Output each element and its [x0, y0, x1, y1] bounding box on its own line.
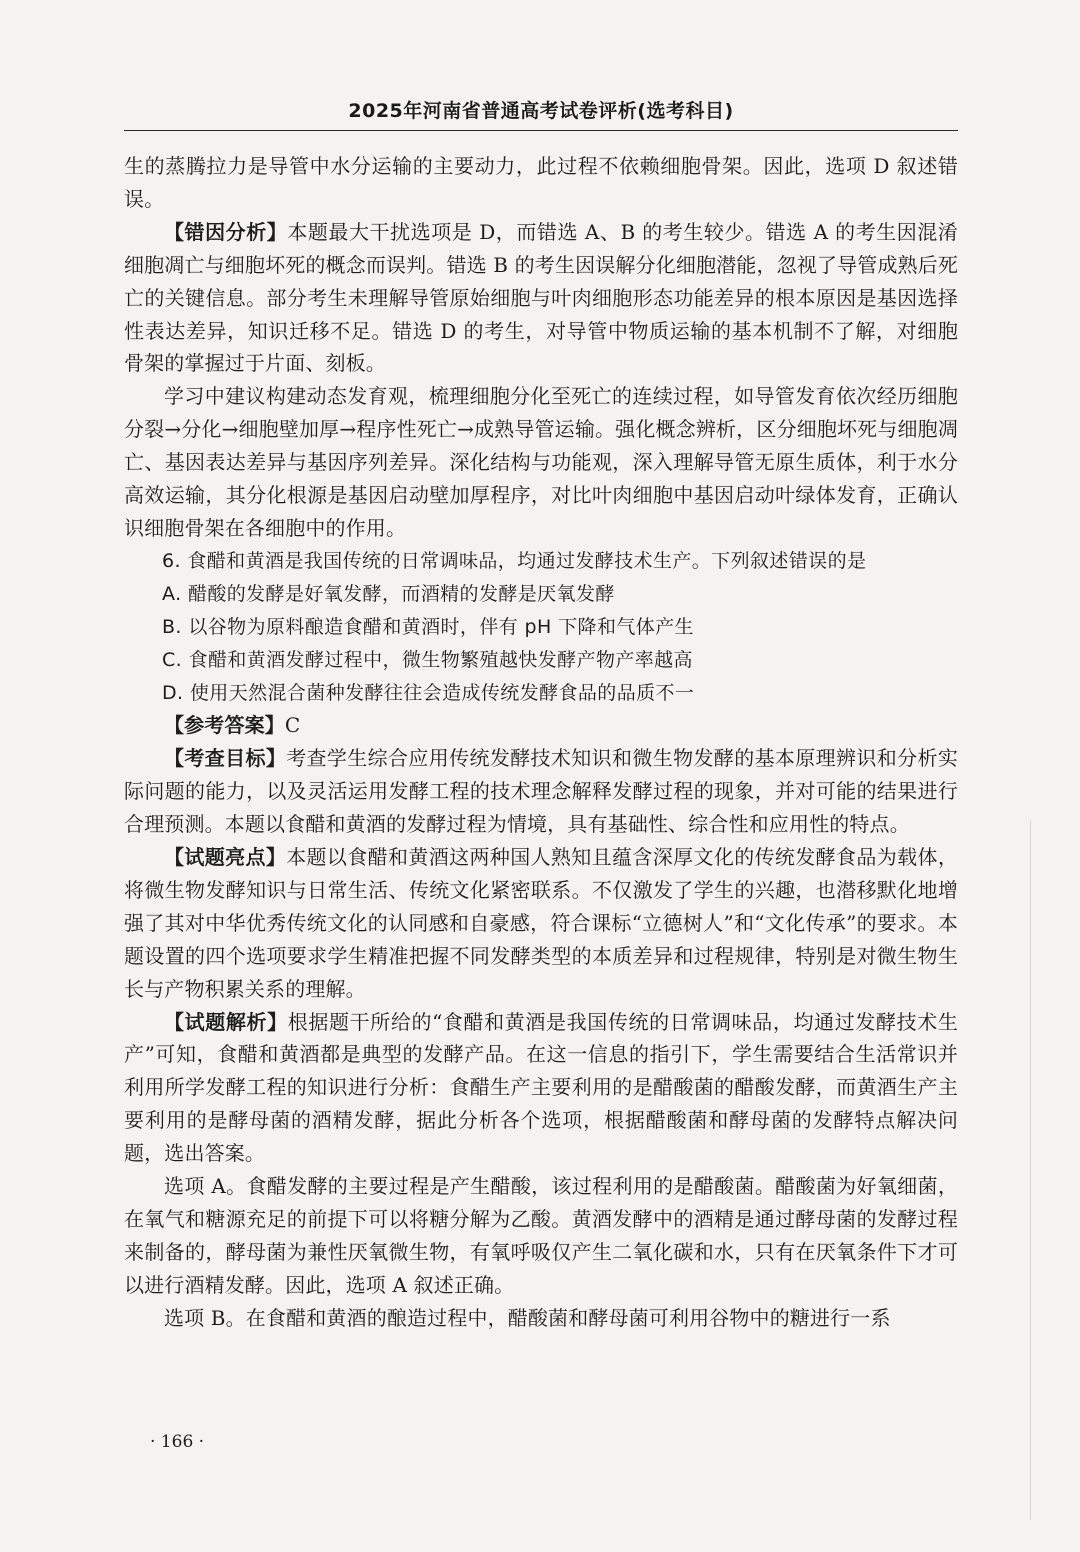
paragraph [124, 1170, 958, 1302]
section-tag: 【错因分析】 [164, 219, 288, 244]
running-header: 2025年河南省普通高考试卷评析(选考科目) [348, 100, 734, 122]
paragraph-text: 选项 A。食醋发酵的主要过程是产生醋酸，该过程利用的是醋酸菌。醋酸菌为好氧细菌，在氧气和糖源充足的前提下可以将糖分解为乙酸。黄酒发酵中的酒精是通过酵母菌的发酵过程来制备的，酵母菌为兼性厌氧微生物，有氧呼吸仅产生二氧化碳和水，只有在厌氧条件下才可以进行酒精发酵。因此，选项 A 叙述正确。 [124, 1174, 958, 1297]
paragraph-text: C [284, 713, 301, 738]
paragraph [124, 1302, 958, 1335]
paragraph [124, 742, 958, 841]
paragraph [124, 841, 958, 1006]
paragraph-text: 生的蒸腾拉力是导管中水分运输的主要动力，此过程不依赖细胞骨架。因此，选项 D 叙述错误。 [124, 154, 958, 211]
header-rule [124, 130, 958, 131]
page-number: · 166 · [150, 1432, 205, 1452]
paragraph [124, 380, 958, 545]
paragraph [124, 1006, 958, 1171]
paragraph-text: D. 使用天然混合菌种发酵往往会造成传统发酵食品的品质不一 [162, 681, 695, 704]
question-line [124, 677, 958, 710]
question-line [124, 545, 958, 578]
paragraph-text: 6. 食醋和黄酒是我国传统的日常调味品，均通过发酵技术生产。下列叙述错误的是 [162, 549, 867, 572]
paragraph-text: 考查学生综合应用传统发酵技术知识和微生物发酵的基本原理辨识和分析实际问题的能力，以及灵活运用发酵工程的技术理念解释发酵过程的现象，并对可能的结果进行合理预测。本题以食醋和黄酒的发酵过程为情境，具有基础性、综合性和应用性的特点。 [124, 746, 958, 837]
paragraph-text: 学习中建议构建动态发育观，梳理细胞分化至死亡的连续过程，如导管发育依次经历细胞分裂→分化→细胞壁加厚→程序性死亡→成熟导管运输。强化概念辨析，区分细胞坏死与细胞凋亡、基因表达差异与基因序列差异。深化结构与功能观，深入理解导管无原生质体，利于水分高效运输，其分化根源是基因启动壁加厚程序，对比叶肉细胞中基因启动叶绿体发育，正确认识细胞骨架在各细胞中的作用。 [124, 384, 958, 540]
question-line [124, 578, 958, 611]
question-line [124, 611, 958, 644]
paragraph-text: 根据题干所给的“食醋和黄酒是我国传统的日常调味品，均通过发酵技术生产”可知，食醋和黄酒都是典型的发酵产品。在这一信息的指引下，学生需要结合生活常识并利用所学发酵工程的知识进行分析：食醋生产主要利用的是醋酸菌的醋酸发酵，而黄酒生产主要利用的是酵母菌的酒精发酵，据此分析各个选项，根据醋酸菌和酵母菌的发酵特点解决问题，选出答案。 [124, 1009, 958, 1166]
section-tag: 【参考答案】 [164, 713, 285, 738]
paragraph-text: B. 以谷物为原料酿造食醋和黄酒时，伴有 pH 下降和气体产生 [162, 615, 694, 638]
paragraph [124, 216, 958, 381]
paragraph-text: A. 醋酸的发酵是好氧发酵，而酒精的发酵是厌氧发酵 [162, 582, 615, 605]
paragraph-text: 本题以食醋和黄酒这两种国人熟知且蕴含深厚文化的传统发酵食品为载体，将微生物发酵知识与日常生活、传统文化紧密联系。不仅激发了学生的兴趣，也潜移默化地增强了其对中华优秀传统文化的认同感和自豪感，符合课标“立德树人”和“文化传承”的要求。本题设置的四个选项要求学生精准把握不同发酵类型的本质差异和过程规律，特别是对微生物生长与产物积累关系的理解。 [124, 845, 958, 1001]
question-line [124, 644, 958, 677]
paragraph-text: C. 食醋和黄酒发酵过程中，微生物繁殖越快发酵产物产率越高 [162, 648, 693, 671]
body-text [124, 150, 958, 1335]
paragraph-text: 选项 B。在食醋和黄酒的酿造过程中，醋酸菌和酵母菌可利用谷物中的糖进行一系 [164, 1305, 891, 1330]
paragraph [124, 709, 958, 742]
paragraph [124, 150, 958, 216]
paragraph-text: 本题最大干扰选项是 D，而错选 A、B 的考生较少。错选 A 的考生因混淆细胞凋亡与细胞坏死的概念而误判。错选 B 的考生因误解分化细胞潜能，忽视了导管成熟后死亡的关键信息。部分考生未理解导管原始细胞与叶肉细胞形态功能差异的根本原因是基因选择性表达差异，知识迁移不足。错选 D 的考生，对导管中物质运输的基本机制不了解，对细胞骨架的掌握过于片面、刻板。 [124, 219, 958, 376]
scan-artifact-line [1030, 820, 1031, 1520]
section-tag: 【试题亮点】 [164, 845, 287, 870]
section-tag: 【试题解析】 [164, 1009, 288, 1034]
section-tag: 【考查目标】 [164, 746, 287, 771]
